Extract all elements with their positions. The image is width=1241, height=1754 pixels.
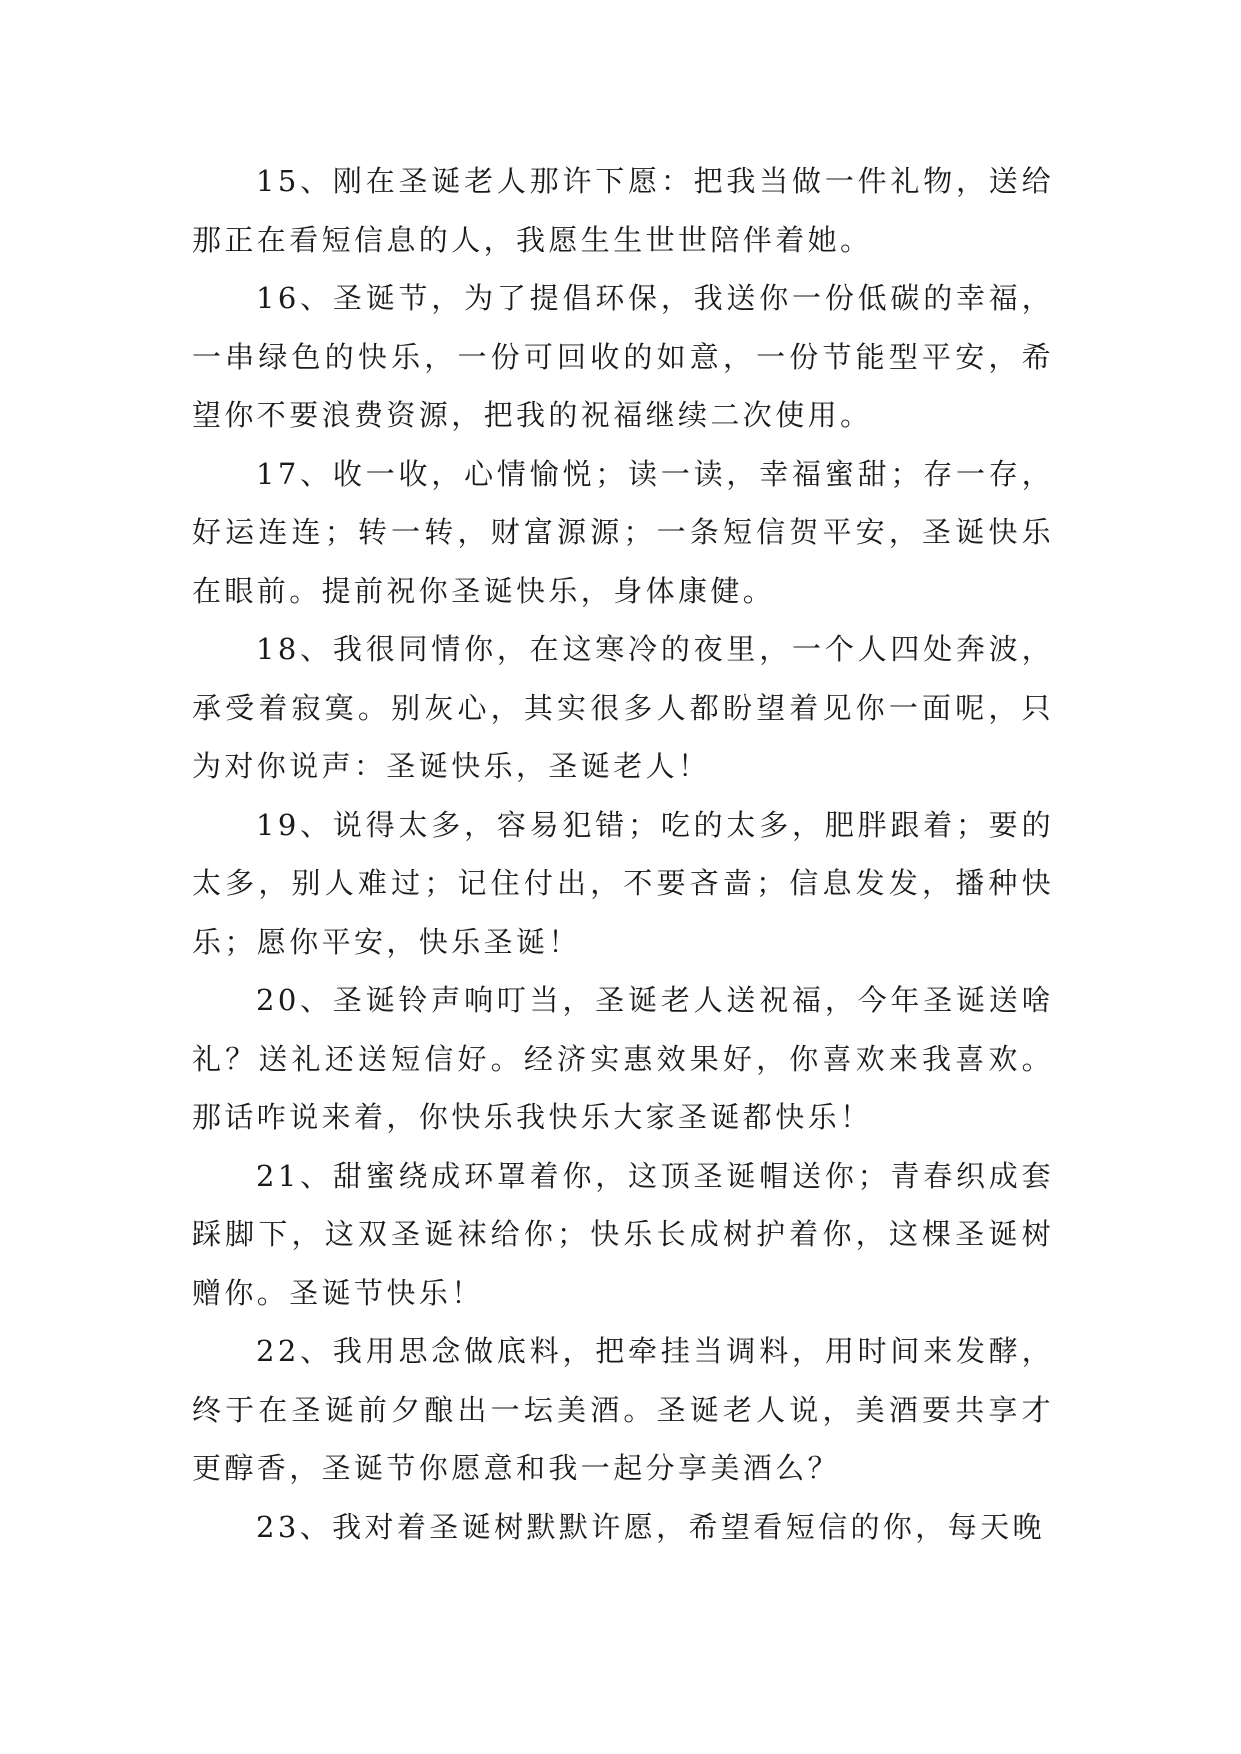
paragraph-20: 20、圣诞铃声响叮当，圣诞老人送祝福，今年圣诞送啥礼？送礼还送短信好。经济实惠效果好，你喜欢来我喜欢。那话咋说来着，你快乐我快乐大家圣诞都快乐！ bbox=[192, 983, 1054, 1134]
paragraph-15: 15、刚在圣诞老人那许下愿：把我当做一件礼物，送给那正在看短信息的人，我愿生生世世陪伴着她。 bbox=[192, 164, 1054, 257]
paragraph-18: 18、我很同情你，在这寒冷的夜里，一个人四处奔波，承受着寂寞。别灰心，其实很多人都盼望着见你一面呢，只为对你说声：圣诞快乐，圣诞老人！ bbox=[192, 632, 1054, 783]
paragraph-16: 16、圣诞节，为了提倡环保，我送你一份低碳的幸福，一串绿色的快乐，一份可回收的如意，一份节能型平安，希望你不要浪费资源，把我的祝福继续二次使用。 bbox=[192, 281, 1054, 432]
document-page bbox=[192, 152, 1054, 1556]
paragraph-21: 21、甜蜜绕成环罩着你，这顶圣诞帽送你；青春织成套踩脚下，这双圣诞袜给你；快乐长成树护着你，这棵圣诞树赠你。圣诞节快乐！ bbox=[192, 1158, 1054, 1310]
paragraph-23: 23、我对着圣诞树默默许愿，希望看短信的你，每天晚 bbox=[256, 1509, 1045, 1544]
paragraph-17: 17、收一收，心情愉悦；读一读，幸福蜜甜；存一存，好运连连；转一转，财富源源；一条短信贺平安，圣诞快乐在眼前。提前祝你圣诞快乐，身体康健。 bbox=[192, 456, 1054, 608]
paragraph-19: 19、说得太多，容易犯错；吃的太多，肥胖跟着；要的太多，别人难过；记住付出，不要吝啬；信息发发，播种快乐；愿你平安，快乐圣诞！ bbox=[192, 807, 1054, 959]
paragraph-22: 22、我用思念做底料，把牵挂当调料，用时间来发酵，终于在圣诞前夕酿出一坛美酒。圣诞老人说，美酒要共享才更醇香，圣诞节你愿意和我一起分享美酒么？ bbox=[192, 1334, 1054, 1485]
